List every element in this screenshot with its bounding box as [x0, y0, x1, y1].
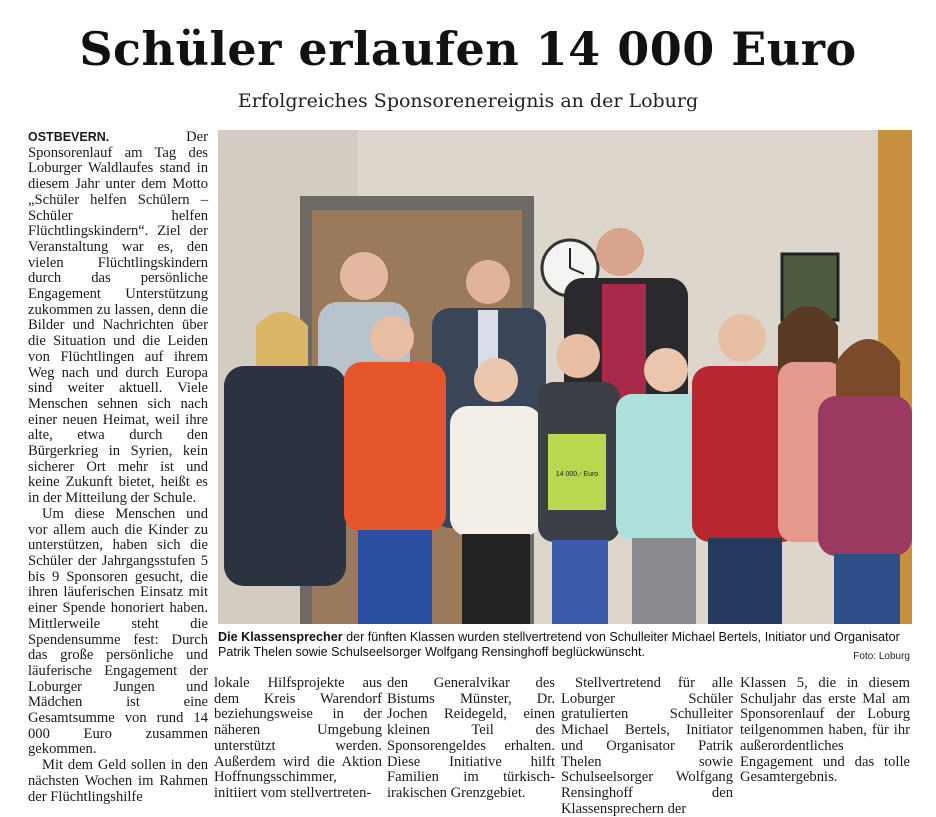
- paragraph-1-text: Der Sponsorenlauf am Tag des Loburger Waldlaufes stand in diesem Jahr unter dem Motto „Schüler helfen Schülern – Schüler helfen Flüchtlingskindern“. Ziel der Veranstaltung war es, den vielen Flüchtlingskindern durch das persönliche Engagement Unterstützung zukommen zu lassen, denn die Bilder und Nachrichten über die Situation und die Leiden von Flüchtlingen auf ihrem Weg nach und durch Europa sind weiter aktuell. Viele Menschen sehnen sich nach einer neuen Heimat, weil ihre alte, etwa durch den Bürgerkrieg in Syrien, kein sicherer Ort mehr ist und keine Zukunft bietet, heißt es in der Mitteilung der Schule.: [28, 129, 208, 507]
- certificate-text: 14 000,- Euro: [555, 471, 599, 478]
- dateline: OSTBEVERN.: [28, 130, 110, 144]
- paragraph-2: Um diese Menschen und vor allem auch die Kinder zu unterstützen, haben sich die Schüler der Jahrgangsstufen 5 bis 9 Sponsoren gesucht, die ihren läuferischen Einsatz mit einer Spende honoriert haben. Mittlerweile steht die Spendensumme fest: Durch das große persönliche und läuferische Engagement der Loburger Jungen und Mädchen ist eine Gesamtsumme von rund 14 000 Euro zusammen gekommen.: [28, 505, 208, 758]
- article-column-4: [561, 676, 733, 817]
- paragraph-3: Mit dem Geld sollen in den nächsten Wochen im Rahmen der Flüchtlingshilfe: [28, 757, 208, 805]
- subheadline: Erfolgreiches Sponsorenereignis an der Loburg: [237, 90, 699, 112]
- article-column-3: [387, 676, 555, 802]
- article-column-2: [214, 676, 382, 802]
- photo-credit: Foto: Loburg: [853, 651, 910, 662]
- article-photo: [218, 130, 912, 624]
- article-column-1: [28, 130, 208, 805]
- caption-text: der fünften Klassen wurden stellvertretend von Schulleiter Michael Bertels, Initiator und Organisator Patrik Thelen sowie Schulseelsorger Wolfgang Rensinghoff beglückwünscht.: [218, 630, 900, 659]
- caption-lead: Die Klassensprecher: [218, 630, 343, 644]
- article-column-5: [740, 676, 910, 786]
- paragraph-7: Klassen 5, die in diesem Schuljahr das erste Mal am Sponsorenlauf der Loburg teilgenommen haben, für ihr außerordentliches Engagement und das tolle Gesamtergebnis.: [740, 675, 910, 786]
- paragraph-1: [28, 130, 208, 507]
- paragraph-6: Stellvertretend für alle Loburger Schüler gratulierten Schulleiter Michael Bertels, Initiator und Organisator Patrik Thelen sowie Schulseelsorger Wolfgang Rensinghoff den Klassensprechern der: [561, 675, 733, 817]
- headline: Schüler erlaufen 14 000 Euro: [79, 22, 857, 76]
- paragraph-4: lokale Hilfsprojekte aus dem Kreis Warendorf beziehungsweise in der näheren Umgebung unterstützt werden. Außerdem wird die Aktion Hoffnungsschimmer, initiiert vom stellvertreten-: [214, 675, 382, 801]
- photo-caption: [218, 630, 912, 660]
- photo-illustration: [218, 130, 912, 624]
- paragraph-5: den Generalvikar des Bistums Münster, Dr. Jochen Reidegeld, einen kleinen Teil des Sponsorengeldes erhalten. Diese Initiative hilft Familien im türkisch-irakischen Grenzgebiet.: [387, 675, 555, 801]
